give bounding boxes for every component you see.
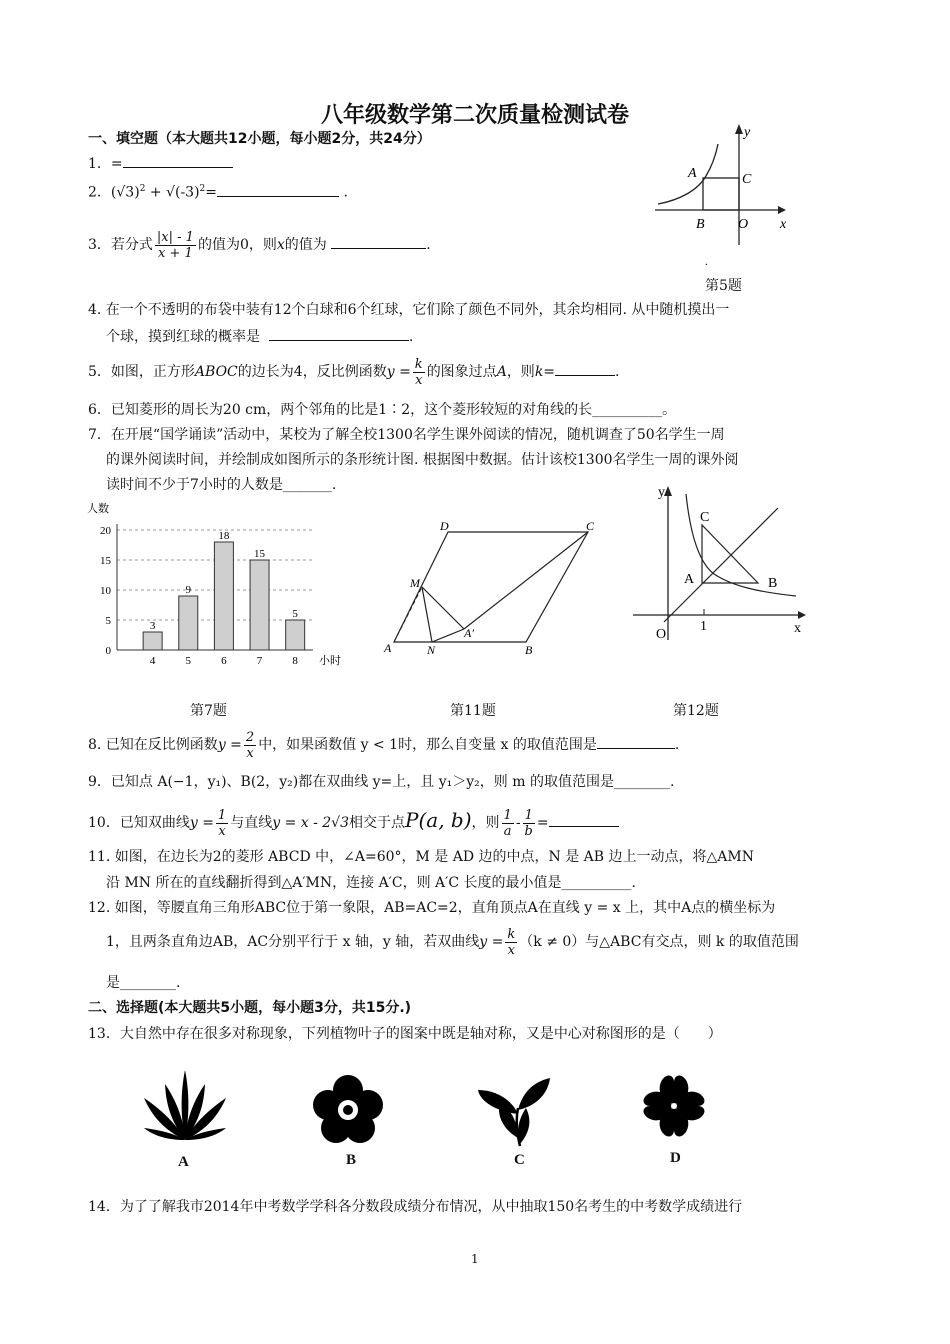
leaf-option-D (632, 1066, 716, 1146)
question-2: 2．$(√3)^2 + √(-3)^2=$ . (88, 180, 348, 202)
fig11-label-A: A (384, 641, 392, 655)
question-9: 9．已知点 A(−1，y₁)、B(2，y₂)都在双曲线 y=上，且 y₁＞y₂，则 m 的取值范围是________. (88, 774, 675, 790)
question-4-line-1: 4. 在一个不透明的布袋中装有12个白球和6个红球，它们除了颜色不同外，其余均相同. 从中随机摸出一 (88, 302, 730, 318)
q10-b-numerator: 1 (523, 808, 535, 824)
fig11-caption: 第11题 (450, 703, 496, 719)
question-3 (88, 228, 431, 262)
fig11-label-N: N (427, 643, 436, 657)
page-title: 八年级数学第二次质量检测试卷 (320, 103, 629, 128)
page-number: 1 (471, 1252, 479, 1266)
fig12-x-arrow (798, 611, 806, 619)
leaf-label-C: C (514, 1152, 525, 1168)
q12-text-2: （k ≠ 0）与△ABC有交点，则 k 的取值范围 (519, 934, 799, 950)
chart-y-tick-label: 0 (105, 645, 111, 657)
fig5-label-x: x (780, 217, 787, 232)
q3-fraction (155, 230, 196, 261)
chart-x-tick-label: 7 (256, 655, 263, 667)
fig5-x-arrow (778, 206, 786, 214)
chart-data-label: 5 (292, 608, 298, 620)
q5-text: 的边长为4，反比例函数 (237, 364, 387, 380)
question-12-line-1: 12. 如图，等腰直角三角形ABC位于第一象限，AB=AC=2，直角顶点A在直线 y = x 上，其中A点的横坐标为 (88, 900, 776, 916)
fig11-label-D: D (440, 519, 449, 533)
figure-12 (628, 482, 818, 647)
fig12-label-1: 1 (700, 619, 707, 634)
fig5-label-A: A (688, 166, 697, 181)
q10-text: 与直线 (230, 815, 273, 831)
fig11-label-C: C (586, 519, 595, 533)
question-11-line-2: 沿 MN 所在的直线翻折得到△A′MN，连接 A′C，则 A′C 长度的最小值是__________. (106, 875, 636, 891)
leaf-D-shape (644, 1076, 705, 1137)
q10-answer-blank (549, 812, 619, 827)
chart-bar (214, 542, 233, 650)
q10-y: y = (189, 815, 214, 831)
q1-number: 1． (88, 156, 111, 172)
figure-11 (380, 520, 600, 660)
chart-x-axis-title: 小时 (319, 655, 341, 667)
chart-x-tick-label: 8 (292, 655, 298, 667)
q3-denominator: x + 1 (158, 245, 193, 261)
q12-fraction (505, 927, 517, 958)
fig11-rhombus (394, 532, 588, 642)
q1-answer-blank (123, 153, 233, 168)
q3-text: 的值为0，则 (197, 237, 277, 253)
q10-line-equation: y = x - 2√3 (272, 815, 350, 831)
question-5 (88, 354, 619, 390)
leaf-label-D: D (670, 1150, 681, 1166)
fig12-y-arrow (664, 486, 672, 496)
q5-period: . (615, 364, 620, 380)
fig12-label-C: C (700, 510, 710, 525)
fig11-dashed-AM (394, 587, 422, 642)
question-7-line-1: 7．在开展“国学诵读”活动中，某校为了解全校1300名学生课外阅读的情况，随机调查了50名学生一周 (88, 427, 725, 443)
fig5-caption: 第5题 (705, 278, 742, 294)
q5-text-3: ，则 (506, 364, 535, 380)
q8-answer-blank (597, 734, 675, 749)
leaf-label-B: B (346, 1152, 357, 1168)
q10-fraction (216, 808, 228, 839)
fig11-NA2 (432, 629, 464, 642)
chart-y-tick-label: 5 (105, 615, 111, 627)
q5-prefix: 5．如图，正方形 (88, 364, 195, 380)
q5-fraction (413, 357, 425, 388)
question-13: 13．大自然中存在很多对称现象，下列植物叶子的图案中既是轴对称，又是中心对称图形的是（ ） (88, 1026, 722, 1042)
chart-bar (143, 632, 162, 650)
q5-answer-blank (555, 361, 615, 376)
q5-denominator: x (415, 372, 423, 388)
q5-square-name: ABOC (194, 364, 238, 380)
q10-equals: = (536, 815, 549, 831)
fig5-label-B: B (696, 217, 705, 232)
q5-point-A: A (496, 364, 507, 380)
q8-prefix: 8. 已知在反比例函数 (88, 737, 218, 753)
chart-y-tick-label: 15 (100, 555, 111, 567)
leaf-option-A (140, 1068, 230, 1148)
q4-text: 个球，摸到红球的概率是 (106, 329, 260, 345)
chart-bar (286, 620, 305, 650)
q12-text: 1，且两条直角边AB，AC分别平行于 x 轴，y 轴，若双曲线 (106, 934, 480, 950)
question-1 (88, 153, 233, 173)
fig5-dot: . (705, 254, 708, 268)
q5-numerator: k (414, 356, 423, 372)
fig12-triangle (702, 525, 758, 583)
q2-period: . (343, 184, 348, 201)
q10-prefix: 10．已知双曲线 (88, 815, 190, 831)
chart-data-label: 3 (149, 620, 156, 632)
q10-point-P: P(a, b) (405, 808, 472, 832)
fig12-label-y: y (658, 485, 665, 500)
fig7-caption: 第7题 (190, 703, 227, 719)
fig11-label-A-prime: A′ (464, 626, 474, 640)
fig5-square (703, 178, 739, 210)
question-8 (88, 728, 679, 762)
q2-number: 2． (88, 184, 111, 201)
q8-fraction (244, 730, 256, 761)
leaf-A-shape (144, 1070, 226, 1140)
q5-y: y = (386, 364, 411, 380)
question-12-line-2 (106, 923, 799, 961)
q12-numerator: k (507, 926, 516, 942)
q3-prefix: 3．若分式 (88, 237, 153, 253)
q4-answer-blank (269, 326, 409, 341)
figure-5 (650, 120, 790, 268)
q10-denominator: x (218, 823, 226, 839)
chart-y-tick-label: 20 (100, 525, 111, 537)
q3-var: x (276, 237, 285, 253)
question-10 (88, 801, 619, 842)
q2-exponent: 2 (139, 184, 146, 194)
fig5-label-y: y (744, 125, 751, 140)
q2-equals: = (205, 184, 218, 201)
q2-root-minus-3: √(-3) (166, 184, 200, 201)
q10-fraction-b (523, 808, 535, 839)
leaf-option-C (470, 1068, 560, 1148)
leaf-option-B (308, 1070, 388, 1146)
q5-text-2: 的图象过点 (426, 364, 497, 380)
leaf-B-shape (313, 1075, 383, 1143)
q10-a-numerator: 1 (503, 807, 512, 823)
question-4-line-2 (106, 326, 413, 346)
q3-period: . (426, 237, 431, 253)
chart-data-label: 18 (218, 530, 230, 542)
q8-denominator: x (246, 745, 254, 761)
q10-a-denominator: a (503, 823, 512, 839)
question-14: 14．为了了解我市2014年中考数学学科各分数段成绩分布情况，从中抽取150名考生的中考数学成绩进行 (88, 1199, 743, 1215)
q4-period: . (408, 329, 414, 345)
q2-exponent-2: 2 (199, 184, 206, 194)
question-6: 6．已知菱形的周长为20 cm，两个邻角的比是1∶2，这个菱形较短的对角线的长__________。 (88, 402, 677, 418)
question-12-line-3: 是________. (106, 975, 181, 991)
leaf-label-A: A (178, 1154, 189, 1170)
q8-y: y = (217, 737, 242, 753)
q3-text-2: 的值为 (284, 237, 327, 253)
q8-period: . (674, 737, 680, 753)
q2-root-3: √3 (116, 184, 135, 201)
fig12-caption: 第12题 (673, 703, 719, 719)
fig12-label-O: O (656, 627, 667, 642)
section-1-heading: 一、填空题（本大题共12小题，每小题2分，共24分） (88, 131, 431, 147)
q2-answer-blank (217, 182, 339, 197)
q2-plus: + (145, 184, 167, 201)
leaf-C-shape (478, 1078, 550, 1146)
chart-x-tick-label: 5 (185, 655, 192, 667)
q8-text: 中，如果函数值 y < 1时，那么自变量 x 的取值范围是 (258, 737, 597, 753)
q8-numerator: 2 (245, 729, 255, 745)
chart-x-tick-label: 6 (221, 655, 227, 667)
q12-y: y = (479, 934, 504, 950)
fig12-label-B: B (768, 576, 778, 591)
q10-numerator: 1 (217, 807, 227, 823)
q3-answer-blank (331, 234, 426, 249)
chart-bar (179, 596, 198, 650)
fig5-label-O: O (738, 217, 749, 232)
question-7-line-2: 的课外阅读时间，并绘制成如图所示的条形统计图. 根据图中数据。估计该校1300名学生一周的课外阅 (106, 452, 739, 468)
q10-fraction-a (502, 808, 514, 839)
q10-text-3: ，则 (471, 815, 500, 831)
q5-k: k (534, 364, 544, 380)
q10-minus: - (515, 815, 521, 831)
chart-data-label: 9 (185, 584, 192, 596)
q10-text-2: 相交于点 (349, 815, 406, 831)
fig12-label-x: x (794, 621, 801, 636)
section-2-heading: 二、选择题(本大题共5小题，每小题3分，共15分.) (88, 1000, 412, 1016)
fig5-y-arrow (735, 124, 743, 134)
chart-y-axis-title: 人数 (87, 503, 109, 515)
fig12-line-y-eq-x (664, 508, 778, 622)
fig12-label-A: A (684, 572, 695, 587)
chart-y-tick-label: 10 (100, 585, 111, 597)
q3-numerator: |x| - 1 (156, 229, 194, 245)
fig11-label-M: M (410, 576, 420, 590)
chart-bars (143, 542, 305, 650)
q12-denominator: x (507, 942, 515, 958)
fig11-label-B: B (525, 643, 533, 657)
q10-b-denominator: b (524, 823, 533, 839)
chart-x-tick-label: 4 (149, 655, 156, 667)
fig11-A2C (464, 532, 588, 629)
fig5-label-C: C (742, 172, 752, 187)
chart-data-label: 15 (254, 548, 266, 560)
question-7-line-3: 读时间不少于7小时的人数是_______. (106, 477, 337, 493)
q1-equals: = (110, 156, 123, 172)
q5-equals: = (543, 364, 556, 380)
question-11-line-1: 11. 如图，在边长为2的菱形 ABCD 中，∠A=60°，M 是 AD 边的中点，N 是 AB 边上一动点，将△AMN (88, 849, 754, 865)
chart-bar (250, 560, 269, 650)
figure-7-bar-chart (85, 500, 355, 675)
